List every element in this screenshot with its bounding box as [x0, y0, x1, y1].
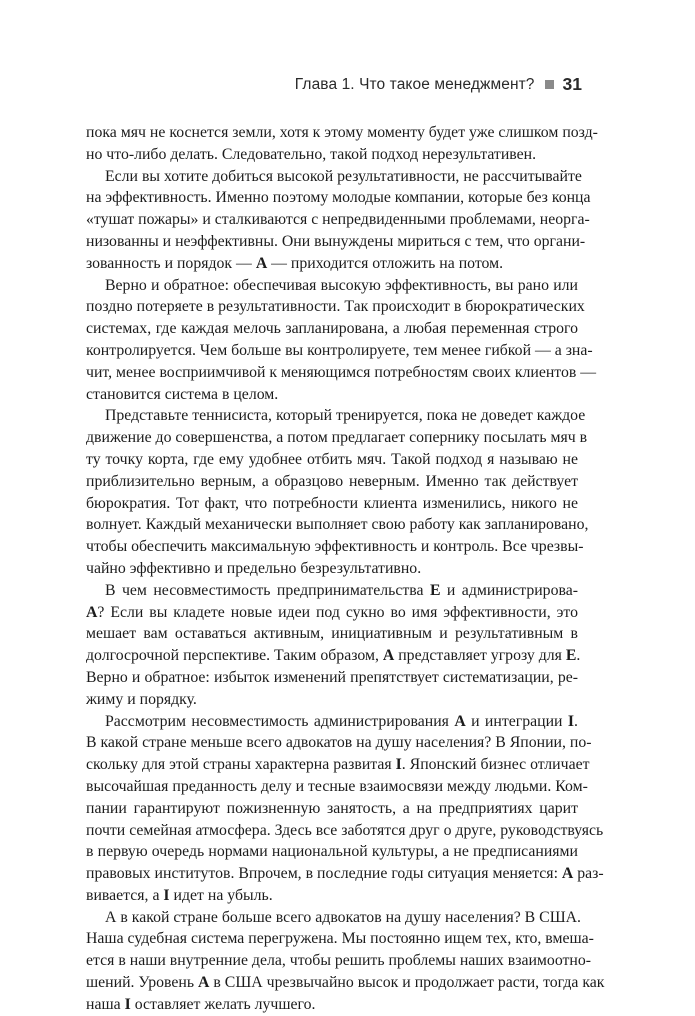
bold-letter: I [567, 712, 575, 730]
text-line [86, 253, 578, 275]
body-text [86, 122, 605, 1016]
paragraph [86, 711, 604, 907]
text-line [86, 602, 578, 624]
text-line [86, 471, 578, 493]
line-text: долгосрочной перспективе. Таким образом, [86, 647, 383, 665]
text-line [86, 187, 591, 209]
line-text: чтобы обеспечить максимальную эффективность и контроль. Все чрезвы- [86, 538, 584, 556]
line-text: . Японский бизнес отличает [401, 756, 590, 774]
text-line [86, 340, 593, 362]
paragraph [86, 275, 597, 406]
text-line [86, 536, 584, 558]
bold-letter: I [124, 995, 131, 1013]
text-line [86, 558, 578, 580]
text-line [86, 950, 592, 972]
text-line [86, 907, 581, 929]
text-line [86, 166, 582, 188]
line-text: волнует. Каждый механически выполняет свою работу как запланировано, [86, 516, 589, 534]
bold-letter: A [382, 647, 395, 665]
text-line [86, 645, 581, 667]
line-text: ется в наши внутренние дела, чтобы решить проблемы наших взаимоотно- [86, 952, 592, 970]
paragraph [86, 122, 598, 166]
line-text: Верно и обратное: избыток изменений препятствует систематизации, ре- [86, 668, 578, 686]
paragraph [86, 166, 591, 275]
line-text: Верно и обратное: обеспечивая высокую эффективность, вы рано или [105, 276, 578, 294]
text-line [86, 384, 578, 406]
text-line [86, 514, 589, 536]
text-line [86, 885, 578, 907]
line-text: А в какой стране больше всего адвокатов на душу населения? В США. [105, 908, 581, 926]
line-text: Рассмотрим несовместимость администрирования [105, 712, 455, 730]
line-text: правовых институтов. Впрочем, в последние годы ситуация меняется: [86, 865, 562, 883]
text-line [86, 776, 588, 798]
text-line [86, 732, 592, 754]
line-text: «тушат пожары» и сталкиваются с непредвиденными проблемами, неорга- [86, 211, 590, 229]
line-text: Наша судебная система перегружена. Мы постоянно ищем тех, кто, вмеша- [86, 930, 594, 948]
line-text: бюрократия. Тот факт, что потребности клиента изменились, никого не [86, 494, 578, 512]
line-text: на эффективность. Именно поэтому молодые компании, которые без конца [86, 189, 591, 207]
line-text: контролируется. Чем больше вы контролируете, тем менее гибкой — а зна- [86, 341, 593, 359]
text-line [86, 928, 594, 950]
bold-letter: I [395, 756, 402, 774]
running-header [295, 74, 582, 95]
line-text: . [576, 647, 581, 665]
line-text: мешает вам оставаться активным, инициативным и результативным в [86, 625, 578, 643]
text-line [86, 820, 604, 842]
line-text: высочайшая преданность делу и тесные взаимосвязи между людьми. Ком- [86, 777, 588, 795]
line-text: наша [86, 995, 125, 1013]
text-line [86, 841, 578, 863]
bold-letter: A [454, 712, 466, 730]
text-line [86, 427, 588, 449]
line-text: . [574, 712, 578, 730]
square-separator-icon [545, 80, 554, 89]
line-text: чайно эффективно и предельно безрезультативно. [86, 559, 422, 577]
paragraph [86, 907, 605, 1016]
text-line [86, 362, 597, 384]
line-text: раз- [573, 865, 604, 883]
line-text: низованны и неэффективны. Они вынуждены мириться с тем, что органи- [86, 232, 586, 250]
text-line [86, 863, 604, 885]
text-line [86, 667, 578, 689]
bold-letter: A [198, 974, 210, 992]
text-line [86, 994, 578, 1016]
line-text: движение до совершенства, а потом предлагает сопернику посылать мяч в [86, 429, 588, 447]
text-line [86, 318, 578, 340]
line-text: шений. Уровень [86, 974, 199, 992]
bold-letter: I [163, 886, 170, 904]
line-text: поздно потеряете в результативности. Так происходит в бюрократических [86, 298, 585, 316]
line-text: Если вы хотите добиться высокой результативности, не рассчитывайте [105, 167, 582, 185]
paragraph [86, 580, 581, 711]
text-line [86, 296, 585, 318]
line-text: В чем несовместимость предпринимательства [105, 581, 430, 599]
line-text: но что-либо делать. Следовательно, такой подход нерезультативен. [86, 145, 537, 163]
text-line [86, 275, 578, 297]
text-line [86, 580, 578, 602]
paragraph [86, 405, 589, 579]
line-text: ? Если вы кладете новые идеи под сукно во имя эффективности, это [97, 603, 578, 621]
line-text: становится система в целом. [86, 385, 279, 403]
line-text: системах, где каждая мелочь запланирована, а любая переменная строго [86, 320, 578, 338]
line-text: идет на убыль. [169, 886, 273, 904]
line-text: пока мяч не коснется земли, хотя к этому моменту будет уже слишком позд- [86, 124, 598, 141]
line-text: и интеграции [465, 712, 568, 730]
line-text: пании гарантируют пожизненную занятость, а на предприятиях царит [86, 799, 578, 817]
text-line [86, 623, 578, 645]
line-text: В какой стране меньше всего адвокатов на душу населения? В Японии, по- [86, 734, 592, 752]
page-number: 31 [562, 74, 582, 94]
text-line [86, 144, 578, 166]
line-text: и администрирова- [440, 581, 578, 599]
line-text: почти семейная атмосфера. Здесь все заботятся друг о друге, руководствуясь [86, 821, 604, 839]
text-line [86, 493, 578, 515]
bold-letter: A [255, 254, 268, 272]
bold-letter: A [561, 865, 574, 883]
line-text: оставляет желать лучшего. [130, 995, 316, 1013]
text-line [86, 689, 578, 711]
line-text: в первую очередь нормами национальной культуры, а не предписаниями [86, 843, 578, 861]
bold-letter: A [86, 603, 98, 621]
line-text: Представьте теннисиста, который тренируется, пока не доведет каждое [105, 407, 586, 425]
text-line [86, 405, 586, 427]
line-text: — приходится отложить на потом. [267, 254, 504, 272]
line-text: чит, менее восприимчивой к меняющимся потребностям своих клиентов — [86, 363, 597, 381]
bold-letter: E [429, 581, 441, 599]
line-text: вивается, а [86, 886, 164, 904]
text-line [86, 972, 605, 994]
bold-letter: E [565, 647, 577, 665]
text-line [86, 209, 590, 231]
line-text: жиму и порядку. [86, 690, 197, 708]
line-text: в США чрезвычайно высок и продолжает расти, тогда как [209, 974, 605, 992]
text-line [86, 711, 578, 733]
text-line [86, 122, 598, 144]
text-line [86, 754, 590, 776]
line-text: зованность и порядок — [86, 254, 256, 272]
text-line [86, 231, 586, 253]
text-line [86, 449, 578, 471]
line-text: приблизительно верным, а образцово неверным. Именно так действует [86, 472, 578, 490]
text-line [86, 798, 578, 820]
line-text: ту точку корта, где ему удобнее отбить мяч. Такой подход я называю не [86, 450, 578, 468]
line-text: скольку для этой страны характерна развитая [86, 756, 396, 774]
chapter-title: Глава 1. Что такое менеджмент? [294, 75, 535, 93]
line-text: представляет угрозу для [394, 647, 566, 665]
